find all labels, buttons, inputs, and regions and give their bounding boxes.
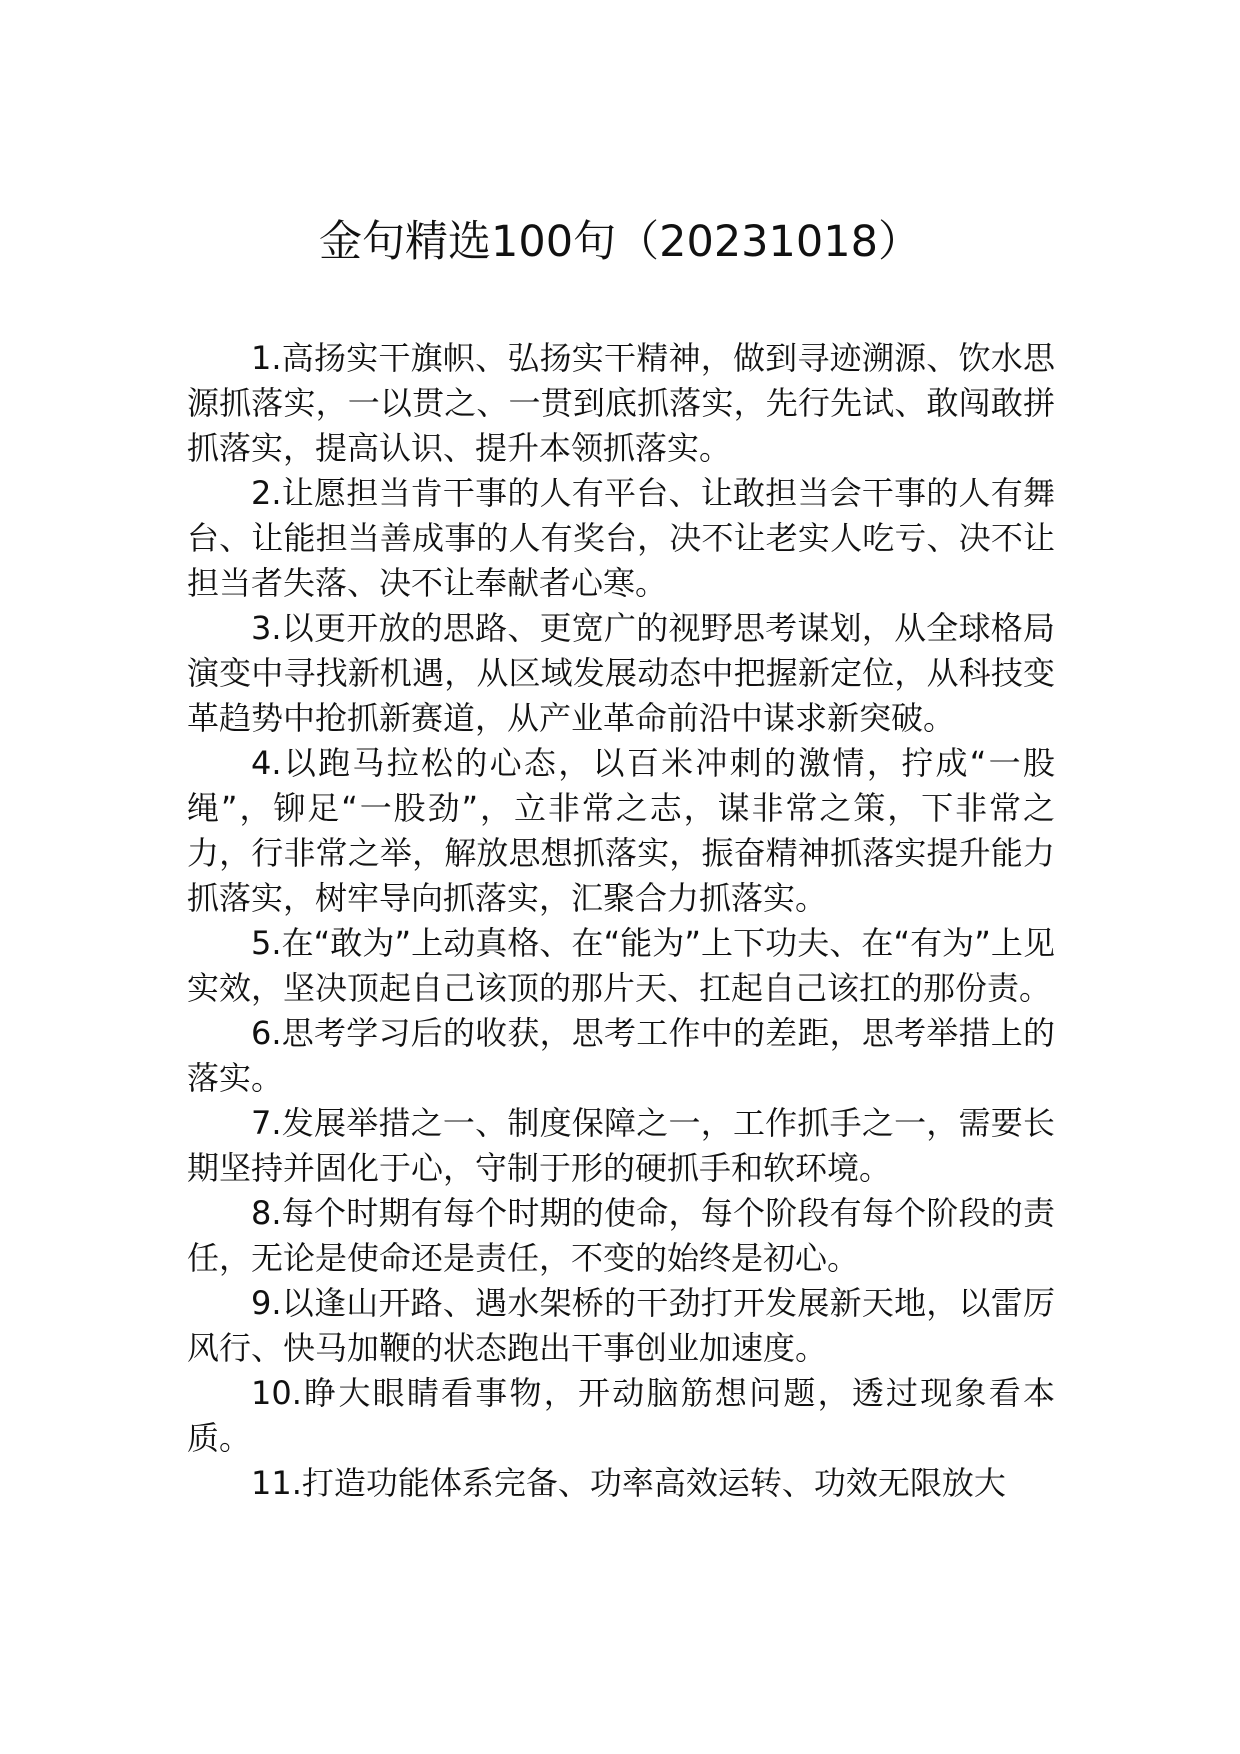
quote-paragraph-11: 11.打造功能体系完备、功率高效运转、功效无限放大 [251,1464,1006,1502]
quote-paragraph-1: 1.高扬实干旗帜、弘扬实干精神，做到寻迹溯源、饮水思源抓落实，一以贯之、一贯到底抓落实，先行先试、敢闯敢拼抓落实，提高认识、提升本领抓落实。 [187,339,1055,467]
document-title: 金句精选100句（20231018） [319,217,921,267]
quote-paragraph-5: 5.在“敢为”上动真格、在“能为”上下功夫、在“有为”上见实效，坚决顶起自己该顶的那片天、扛起自己该扛的那份责。 [187,924,1055,1007]
quote-paragraph-7: 7.发展举措之一、制度保障之一，工作抓手之一，需要长期坚持并固化于心，守制于形的硬抓手和软环境。 [187,1104,1055,1187]
quote-paragraph-9: 9.以逢山开路、遇水架桥的干劲打开发展新天地，以雷厉风行、快马加鞭的状态跑出干事创业加速度。 [187,1284,1055,1367]
quote-paragraph-10: 10.睁大眼睛看事物，开动脑筋想问题，透过现象看本质。 [187,1374,1055,1457]
quote-paragraph-4: 4.以跑马拉松的心态，以百米冲刺的激情，拧成“一股绳”，铆足“一股劲”，立非常之志，谋非常之策，下非常之力，行非常之举，解放思想抓落实，振奋精神抓落实提升能力抓落实，树牢导向抓落实，汇聚合力抓落实。 [187,744,1055,917]
quote-paragraph-3: 3.以更开放的思路、更宽广的视野思考谋划，从全球格局演变中寻找新机遇，从区域发展动态中把握新定位，从科技变革趋势中抢抓新赛道，从产业革命前沿中谋求新突破。 [187,609,1055,737]
quote-paragraph-2: 2.让愿担当肯干事的人有平台、让敢担当会干事的人有舞台、让能担当善成事的人有奖台，决不让老实人吃亏、决不让担当者失落、决不让奉献者心寒。 [187,474,1055,602]
document-body [187,336,1055,1506]
quote-paragraph-8: 8.每个时期有每个时期的使命，每个阶段有每个阶段的责任，无论是使命还是责任，不变的始终是初心。 [187,1194,1055,1277]
quote-paragraph-6: 6.思考学习后的收获，思考工作中的差距，思考举措上的落实。 [187,1014,1055,1097]
